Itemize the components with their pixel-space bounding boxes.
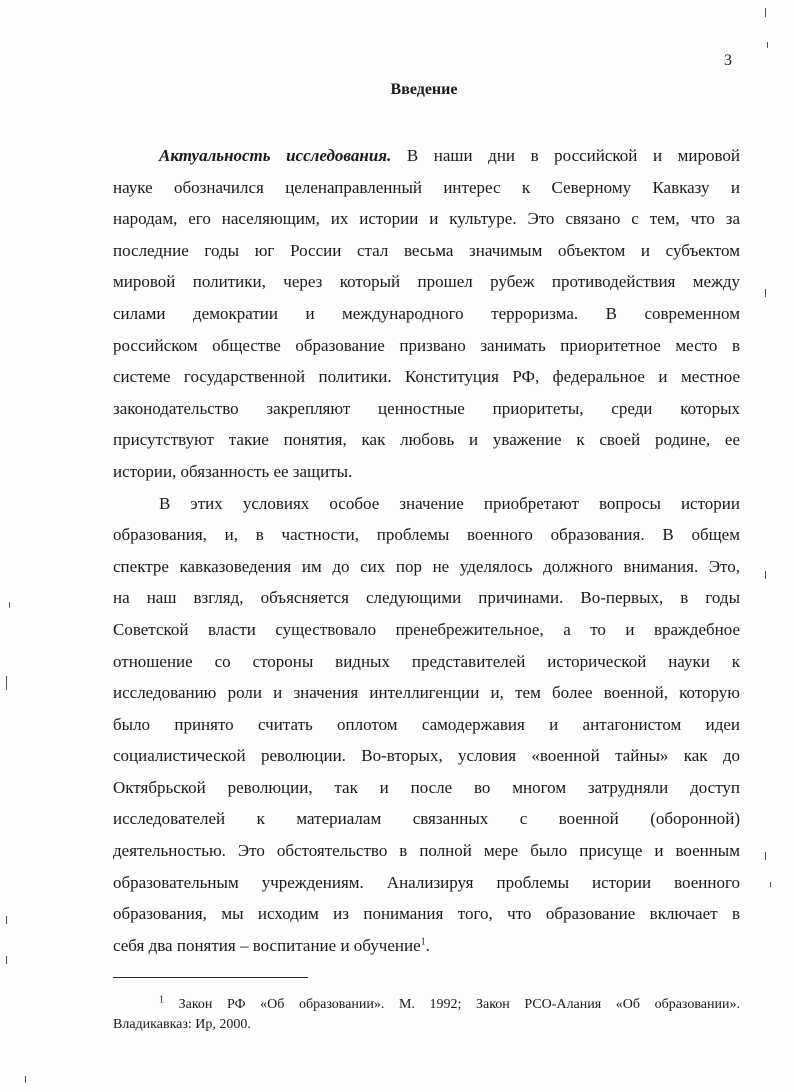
footnote-reference: 1 <box>420 936 426 948</box>
paragraph-1-line: законодательство закрепляют ценностные приоритеты, среди которых <box>113 398 740 418</box>
footnote-divider <box>113 977 308 978</box>
page-number: 3 <box>724 52 732 69</box>
paragraph-1-line: науке обозначился целенаправленный интерес к Северному Кавказу и <box>113 177 740 197</box>
paragraph-2-line: исследователей к материалам связанных с военной (оборонной) <box>113 809 740 829</box>
paragraph-2-line: деятельностью. Это обстоятельство в полной мере было присуще и военным <box>113 841 740 861</box>
scan-speck <box>765 852 766 860</box>
paragraph-2-line: образования, и, в частности, проблемы военного образования. В общем <box>113 525 740 545</box>
paragraph-2-line: Октябрьской революции, так и после во многом затрудняли доступ <box>113 777 740 797</box>
paragraph-2-line: В этих условиях особое значение приобретают вопросы истории <box>159 493 740 513</box>
section-lead: Актуальность исследования. <box>159 146 392 165</box>
paragraph-1-line: истории, обязанность ее защиты. <box>113 461 353 481</box>
footnote-marker: 1 <box>159 994 164 1006</box>
paragraph-1-line-1: Актуальность исследования. В наши дни в российской и мировой <box>159 146 740 165</box>
footnote <box>113 995 740 1035</box>
scan-speck <box>6 676 7 690</box>
footnote-line-2: Владикавказ: Ир, 2000. <box>113 1017 251 1032</box>
paragraph-1-line: мировой политики, через который прошел рубеж противодействия между <box>113 272 740 292</box>
paragraph-1-line: российском обществе образование призвано занимать приоритетное место в <box>113 335 740 355</box>
paragraph-2-line: спектре кавказоведения им до сих пор не уделялось должного внимания. Это, <box>113 556 740 576</box>
paragraph-2-line: исследованию роли и значения интеллигенции и, тем более военной, которую <box>113 683 740 703</box>
scan-speck <box>765 8 766 17</box>
scan-speck <box>765 571 766 579</box>
scan-speck <box>765 289 766 297</box>
paragraph-1-line: присутствуют такие понятия, как любовь и уважение к своей родине, ее <box>113 430 740 450</box>
paragraph-2-line: отношение со стороны видных представителей исторической науки к <box>113 651 740 671</box>
paragraph-1-line: народам, его населяющим, их истории и культуре. Это связано с тем, что за <box>113 209 740 229</box>
paragraph-2-line: было принято считать оплотом самодержавия и антагонистом идеи <box>113 714 740 734</box>
paragraph-2-line: на наш взгляд, объясняется следующими причинами. Во-первых, в годы <box>113 588 740 608</box>
paragraph-1-line: силами демократии и международного терроризма. В современном <box>113 303 740 323</box>
scan-speck <box>6 916 7 924</box>
paragraph-2-line: Советской власти существовало пренебрежительное, а то и враждебное <box>113 619 740 639</box>
paragraph-2-line: образовательным учреждениям. Анализируя проблемы истории военного <box>113 872 740 892</box>
paragraph-2-line: социалистической революции. Во-вторых, условия «военной тайны» как до <box>113 746 740 766</box>
scan-speck <box>767 42 768 48</box>
page-title: Введение <box>390 81 458 98</box>
paragraph-1-line: последние годы юг России стал весьма значимым объектом и субъектом <box>113 240 740 260</box>
body-text <box>113 140 740 961</box>
scan-speck <box>6 956 7 964</box>
scan-speck <box>25 1076 26 1083</box>
scan-speck <box>770 882 771 887</box>
footnote-line-1: $^1$ Закон РФ «Об образовании». М. 1992; Закон РСО-Алания «Об образовании». <box>159 994 740 1012</box>
paragraph-2-last-line: себя два понятия – воспитание и обучение$^1$. <box>113 935 430 955</box>
paragraph-1-line: системе государственной политики. Конституция РФ, федеральное и местное <box>113 367 740 387</box>
scan-speck <box>9 602 10 608</box>
paragraph-2-line: образования, мы исходим из понимания того, что образование включает в <box>113 904 740 924</box>
